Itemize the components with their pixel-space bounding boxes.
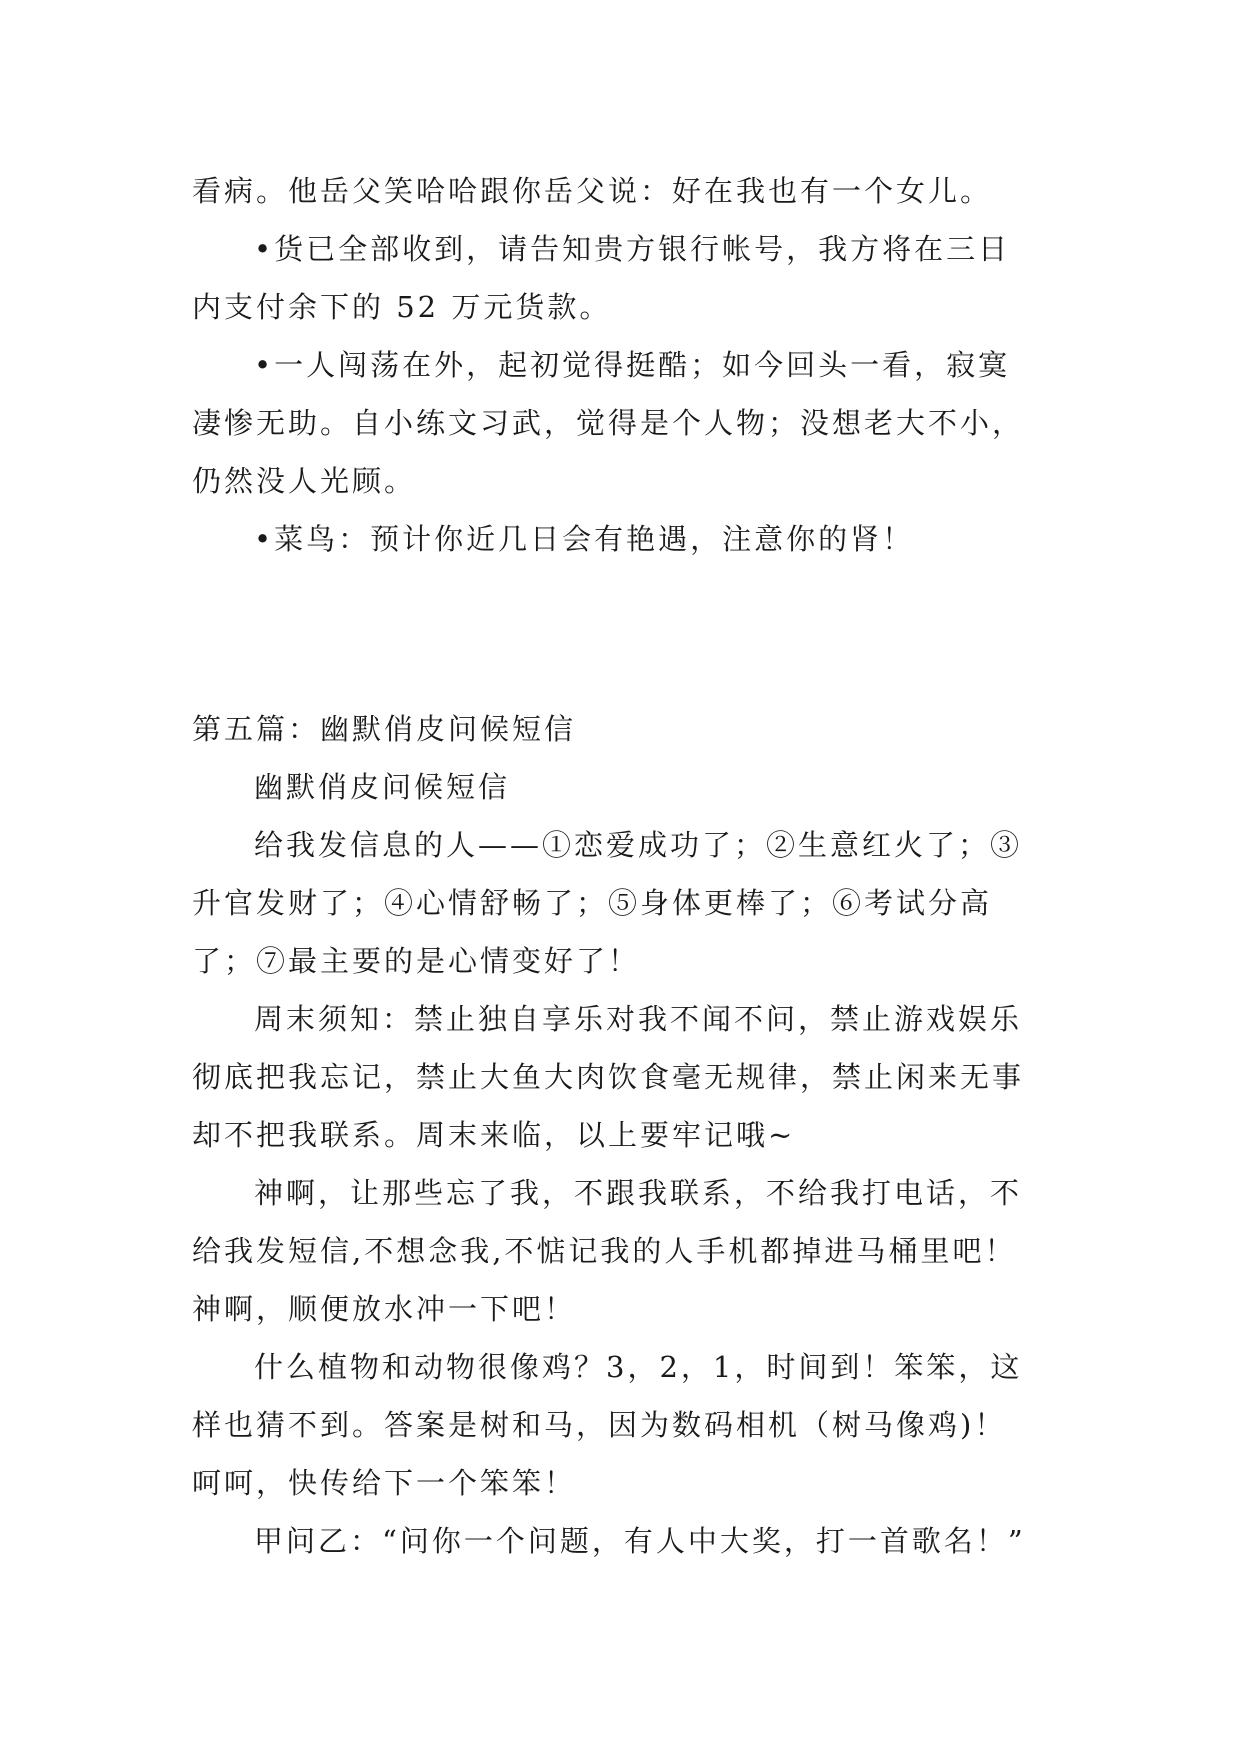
text-line: 什么植物和动物很像鸡？3，2，1，时间到！笨笨，这	[254, 1350, 1023, 1384]
section-title: 第五篇：幽默俏皮问候短信	[192, 712, 577, 746]
section-subtitle: 幽默俏皮问候短信	[254, 770, 511, 804]
text-line: •菜鸟：预计你近几日会有艳遇，注意你的肾！	[254, 522, 915, 556]
text-line: •一人闯荡在外，起初觉得挺酷；如今回头一看，寂寞	[254, 348, 1011, 382]
text-line: 却不把我联系。周末来临，以上要牢记哦~	[192, 1118, 796, 1152]
paragraph	[192, 1338, 1062, 1512]
paragraph	[192, 1512, 1062, 1570]
paragraph	[192, 1164, 1062, 1338]
text-line: 呵呵，快传给下一个笨笨！	[192, 1466, 577, 1500]
section-spacer	[192, 568, 1062, 700]
text-line: 仍然没人光顾。	[192, 464, 417, 498]
text-line: 彻底把我忘记，禁止大鱼大肉饮食毫无规律，禁止闲来无事	[192, 1060, 1025, 1094]
text-line: 凄惨无助。自小练文习武，觉得是个人物；没想老大不小，	[192, 406, 1025, 440]
text-line: 了；⑦最主要的是心情变好了！	[192, 944, 641, 978]
paragraph	[192, 990, 1062, 1164]
text-line: •货已全部收到，请告知贵方银行帐号，我方将在三日	[254, 232, 1011, 266]
document-body	[192, 162, 1062, 1570]
text-line: 给我发短信,不想念我,不惦记我的人手机都掉进马桶里吧！	[192, 1234, 1017, 1268]
bullet-item-rookie	[192, 510, 1062, 568]
text-line: 给我发信息的人——①恋爱成功了；②生意红火了；③	[254, 828, 1023, 862]
text-line: 神啊，顺便放水冲一下吧！	[192, 1292, 577, 1326]
bullet-item-wanderer	[192, 336, 1062, 510]
text-line: 内支付余下的 52 万元货款。	[192, 290, 612, 324]
text-line: 样也猜不到。答案是树和马，因为数码相机（树马像鸡)！	[192, 1408, 1007, 1442]
text-line: 甲问乙：“问你一个问题，有人中大奖，打一首歌名！”	[254, 1524, 1026, 1558]
text-line: 升官发财了；④心情舒畅了；⑤身体更棒了；⑥考试分高	[192, 886, 993, 920]
text-line: 周末须知：禁止独自享乐对我不闻不问，禁止游戏娱乐	[254, 1002, 1023, 1036]
paragraph	[192, 816, 1062, 990]
text-line: 看病。他岳父笑哈哈跟你岳父说：好在我也有一个女儿。	[192, 174, 993, 208]
bullet-item-payment	[192, 220, 1062, 336]
text-line: 神啊，让那些忘了我，不跟我联系，不给我打电话，不	[254, 1176, 1023, 1210]
